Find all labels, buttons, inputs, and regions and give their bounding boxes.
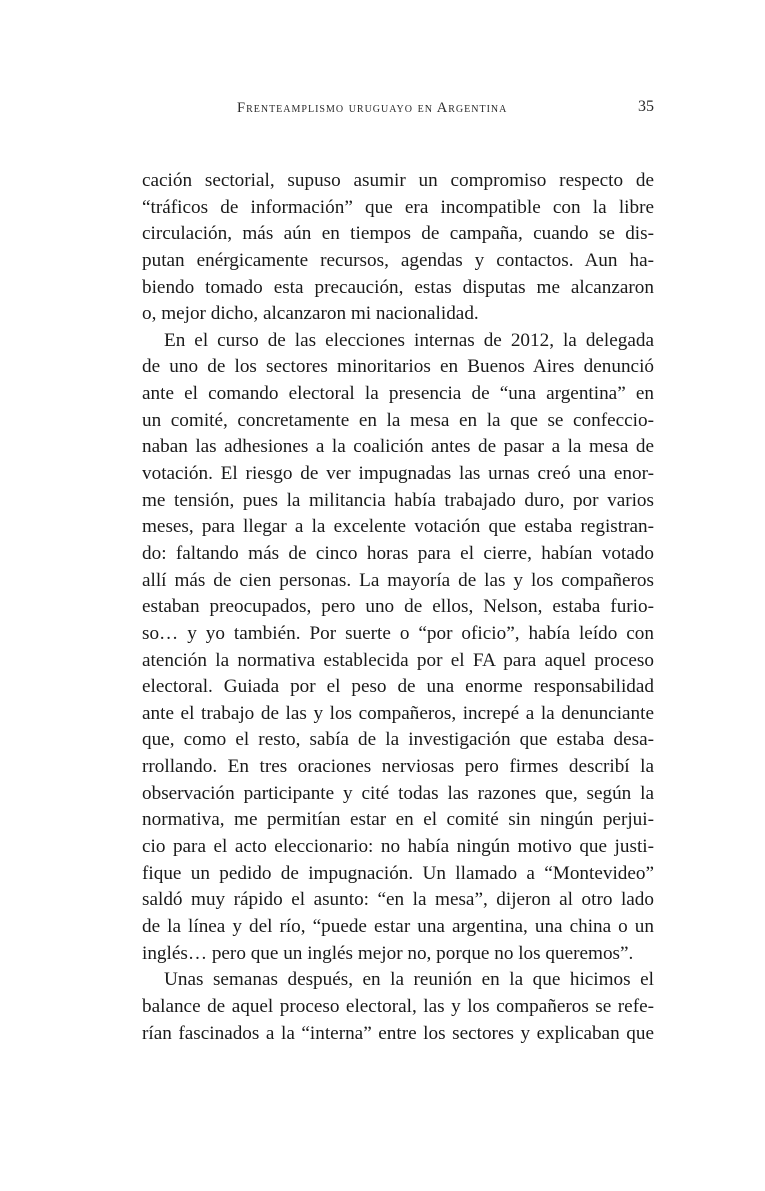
text-line: ante el comando electoral la presencia de “una argentina” en xyxy=(142,383,654,405)
text-line: cio para el acto eleccionario: no había ningún motivo que justi- xyxy=(142,836,654,858)
text-line: biendo tomado esta precaución, estas disputas me alcanzaron xyxy=(142,276,654,298)
text-line: de uno de los sectores minoritarios en Buenos Aires denunció xyxy=(142,356,654,378)
text-line: inglés… pero que un inglés mejor no, porque no los queremos”. xyxy=(142,942,634,964)
text-line: circulación, más aún en tiempos de campaña, cuando se dis- xyxy=(142,223,654,245)
text-line: rrollando. En tres oraciones nerviosas pero firmes describí la xyxy=(142,756,654,778)
running-title: Frenteamplismo uruguayo en Argentina xyxy=(237,100,508,116)
text-line: so… y yo también. Por suerte o “por oficio”, había leído con xyxy=(142,622,654,644)
text-line: o, mejor dicho, alcanzaron mi nacionalidad. xyxy=(142,303,479,325)
text-line: normativa, me permitían estar en el comité sin ningún perjui- xyxy=(142,809,654,831)
text-line: ante el trabajo de las y los compañeros, increpé a la denunciante xyxy=(142,702,654,724)
text-line: Unas semanas después, en la reunión en la que hicimos el xyxy=(164,969,654,991)
text-line: meses, para llegar a la excelente votación que estaba registran- xyxy=(142,516,654,538)
text-line: que, como el resto, sabía de la investigación que estaba desa- xyxy=(142,729,654,751)
running-header xyxy=(142,98,654,122)
text-line: me tensión, pues la militancia había trabajado duro, por varios xyxy=(142,489,654,511)
text-line: rían fascinados a la “interna” entre los sectores y explicaban que xyxy=(142,1022,654,1044)
text-line: “tráficos de información” que era incompatible con la libre xyxy=(142,196,654,218)
text-line: observación participante y cité todas las razones que, según la xyxy=(142,782,654,804)
text-line: balance de aquel proceso electoral, las y los compañeros se refe- xyxy=(142,995,654,1017)
text-line: un comité, concretamente en la mesa en la que se confeccio- xyxy=(142,409,654,431)
text-line: electoral. Guiada por el peso de una enorme responsabilidad xyxy=(142,676,654,698)
text-line: putan enérgicamente recursos, agendas y contactos. Aun ha- xyxy=(142,249,654,271)
text-line: naban las adhesiones a la coalición antes de pasar a la mesa de xyxy=(142,436,654,458)
text-line: saldó muy rápido el asunto: “en la mesa”, dijeron al otro lado xyxy=(142,889,654,911)
body-text xyxy=(142,168,654,1047)
text-line: fique un pedido de impugnación. Un llamado a “Montevideo” xyxy=(142,862,654,884)
text-line: do: faltando más de cinco horas para el cierre, habían votado xyxy=(142,542,654,564)
text-line: atención la normativa establecida por el FA para aquel proceso xyxy=(142,649,654,671)
page-number: 35 xyxy=(638,98,654,115)
text-line: estaban preocupados, pero uno de ellos, Nelson, estaba furio- xyxy=(142,596,654,618)
text-line: de la línea y del río, “puede estar una argentina, una china o un xyxy=(142,915,654,937)
text-line: votación. El riesgo de ver impugnadas las urnas creó una enor- xyxy=(142,463,654,485)
text-line: allí más de cien personas. La mayoría de las y los compañeros xyxy=(142,569,654,591)
text-line: En el curso de las elecciones internas de 2012, la delegada xyxy=(164,329,654,351)
text-line: cación sectorial, supuso asumir un compromiso respecto de xyxy=(142,170,654,191)
